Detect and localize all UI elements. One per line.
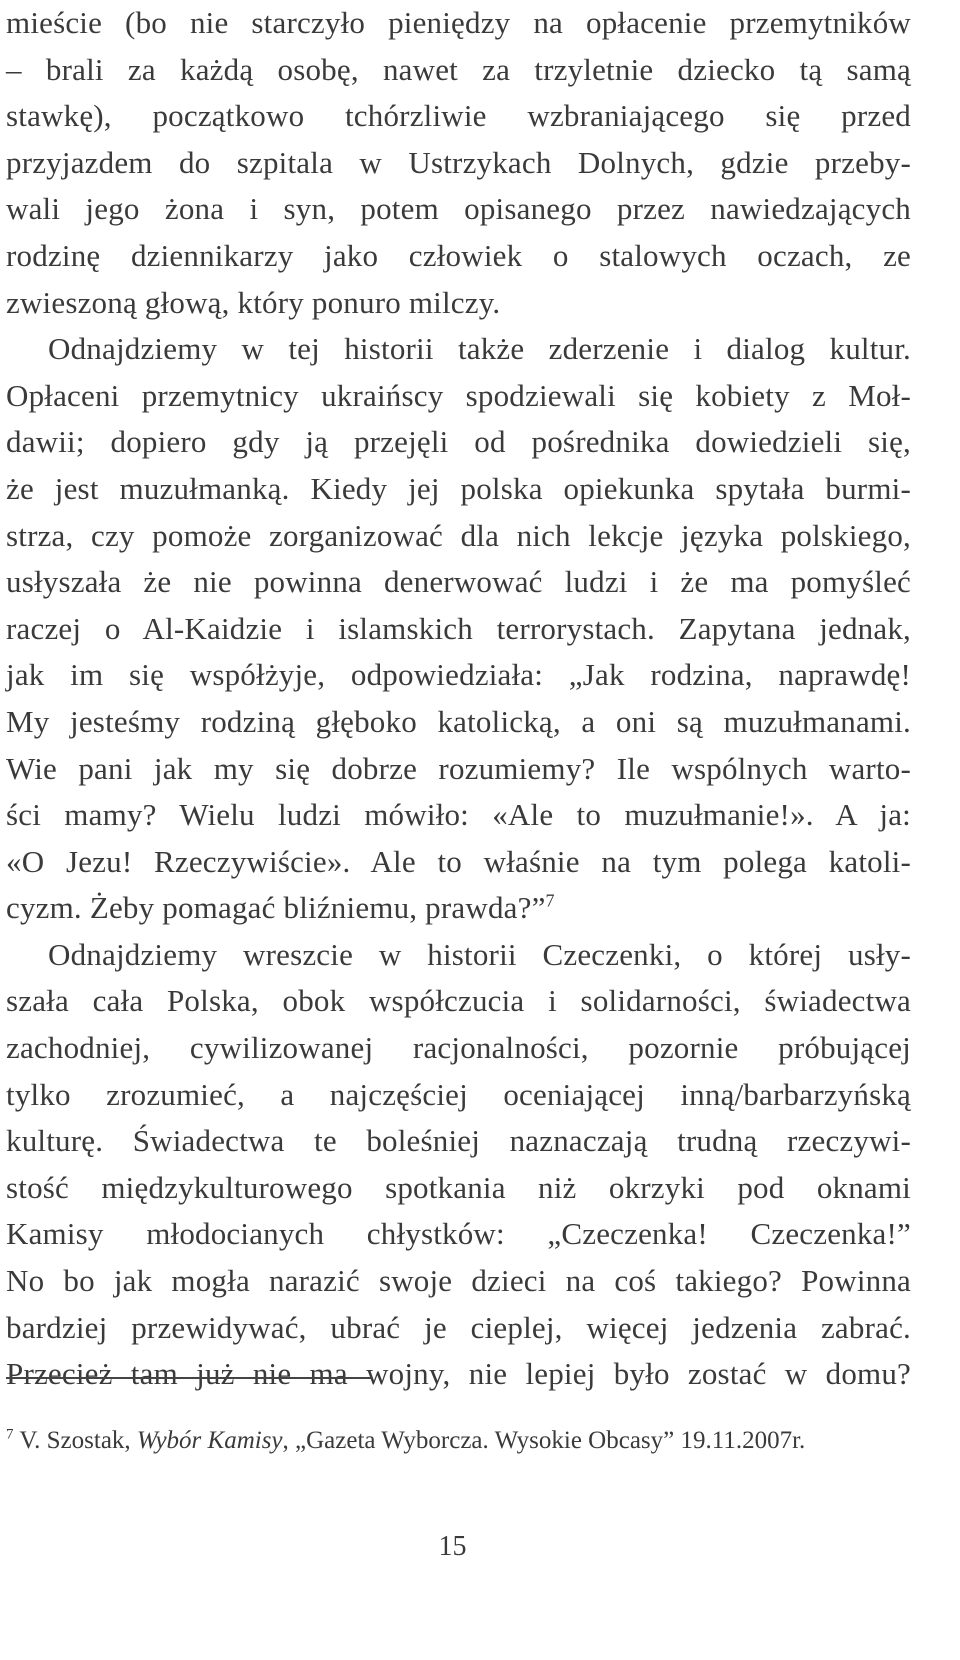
text-line: kulturę. Świadectwa te boleśniej naznaczają trudną rzeczywi- (6, 1123, 911, 1159)
text-line: «O Jezu! Rzeczywiście». Ale to właśnie na tym polega katoli- (6, 843, 911, 879)
footnote-reference[interactable]: 7 (545, 890, 555, 911)
text-line: zachodniej, cywilizowanej racjonalności, pozornie próbującej (6, 1030, 911, 1066)
text-line: mieście (bo nie starczyło pieniędzy na opłacenie przemytników (6, 5, 911, 40)
text-line: rodzinę dziennikarzy jako człowiek o stalowych oczach, ze (6, 237, 911, 273)
body-text (6, 0, 911, 1398)
text-line: usłyszała że nie powinna denerwować ludzi i że ma pomyśleć (6, 564, 911, 600)
text-line: tylko zrozumieć, a najczęściej oceniającej inną/barbarzyńską (6, 1076, 911, 1112)
text-line: raczej o Al-Kaidzie i islamskich terrorystach. Zapytana jednak, (6, 610, 911, 646)
text-line: – brali za każdą osobę, nawet za trzyletnie dziecko tą samą (6, 51, 911, 87)
text-line: Kamisy młodocianych chłystków: „Czeczenka! Czeczenka!” (6, 1216, 911, 1252)
text-line: stawkę), początkowo tchórzliwie wzbraniającego się przed (6, 98, 911, 134)
text-line: przyjazdem do szpitala w Ustrzykach Dolnych, gdzie przeby- (6, 144, 911, 180)
footnote (6, 1424, 805, 1458)
text-line: Wie pani jak my się dobrze rozumiemy? Ile wspólnych warto- (6, 750, 911, 786)
footnote-divider (6, 1377, 372, 1379)
text-line: cyzm. Żeby pomagać bliźniemu, prawda?” (6, 890, 546, 926)
text-line: strza, czy pomoże zorganizować dla nich lekcje języka polskiego, (6, 517, 911, 553)
text-line: że jest muzułmanką. Kiedy jej polska opiekunka spytała burmi- (6, 470, 911, 506)
footnote-author: V. Szostak, (19, 1427, 131, 1454)
text-line: My jesteśmy rodziną głęboko katolicką, a oni są muzułmanami. (6, 703, 911, 739)
text-line: Odnajdziemy w tej historii także zderzenie i dialog kultur. (48, 331, 911, 367)
text-line: ści mamy? Wielu ludzi mówiło: «Ale to muzułmanie!». A ja: (6, 797, 911, 833)
text-line: Odnajdziemy wreszcie w historii Czeczenki, o której usły- (48, 936, 911, 972)
text-line-with-footnote-ref (6, 885, 911, 932)
page-number: 15 (438, 1531, 467, 1562)
text-line: No bo jak mogła narazić swoje dzieci na coś takiego? Powinna (6, 1263, 911, 1299)
footnote-source: , „Gazeta Wyborcza. Wysokie Obcasy” 19.11.2007r. (282, 1427, 806, 1454)
text-line: wali jego żona i syn, potem opisanego przez nawiedzających (6, 191, 911, 227)
text-line: zwieszoną głową, który ponuro milczy. (6, 284, 501, 320)
text-line: bardziej przewidywać, ubrać je cieplej, więcej jedzenia zabrać. (6, 1309, 911, 1345)
footnote-title: Wybór Kamisy (136, 1427, 283, 1454)
footnote-number: 7 (6, 1426, 14, 1443)
text-line: stość międzykulturowego spotkania niż okrzyki pod oknami (6, 1169, 911, 1205)
text-line: dawii; dopiero gdy ją przejęli od pośrednika dowiedzieli się, (6, 424, 911, 460)
text-line: Opłaceni przemytnicy ukraińscy spodziewali się kobiety z Moł- (6, 377, 911, 413)
text-line: Przecież tam już nie ma wojny, nie lepiej było zostać w domu? (6, 1356, 911, 1392)
text-line: szała cała Polska, obok współczucia i solidarności, świadectwa (6, 983, 911, 1019)
text-line: jak im się współżyje, odpowiedziała: „Jak rodzina, naprawdę! (6, 657, 911, 693)
